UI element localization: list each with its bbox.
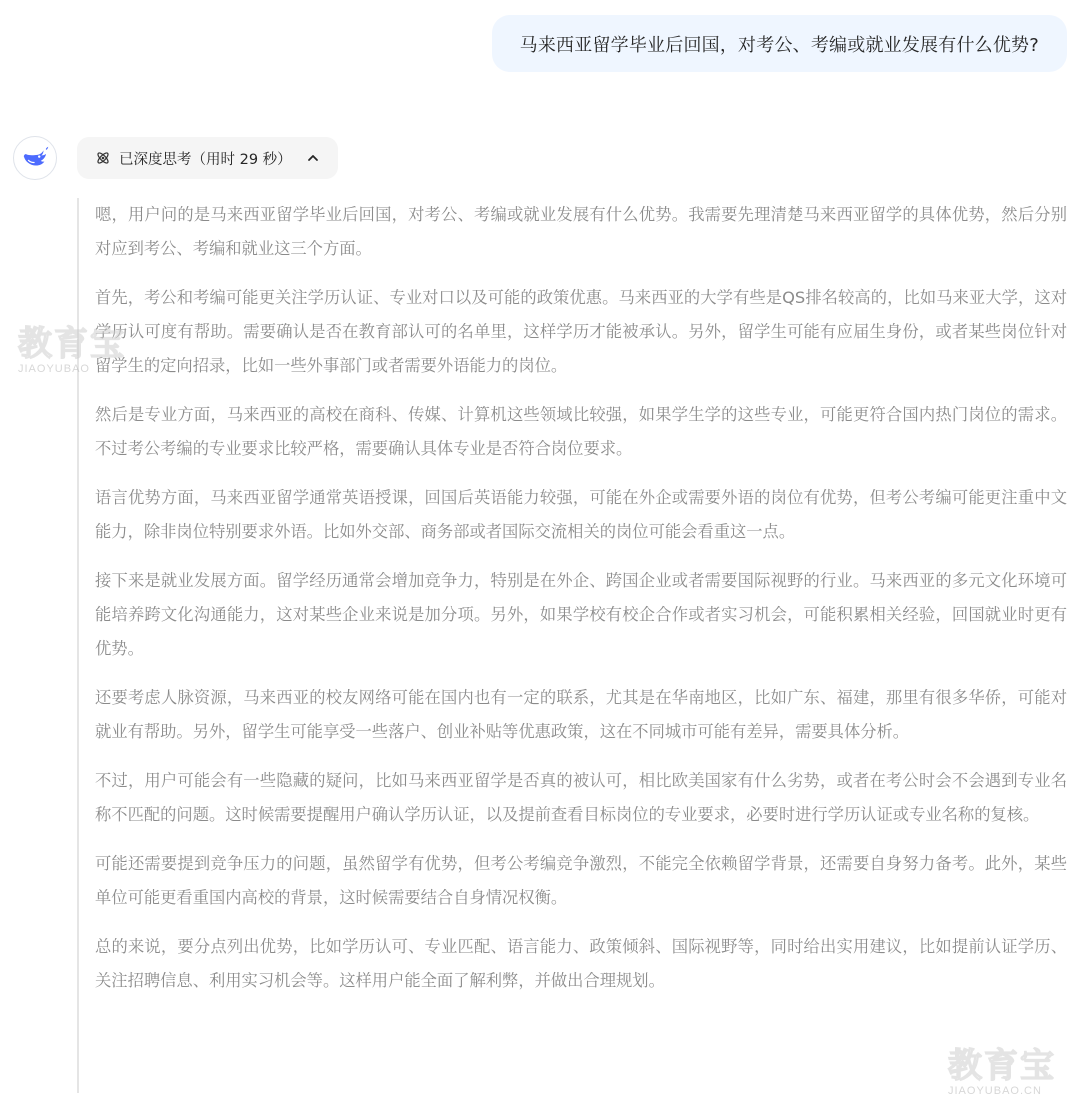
deep-thinking-toggle[interactable] bbox=[77, 137, 338, 179]
thinking-paragraph: 嗯，用户问的是马来西亚留学毕业后回国，对考公、考编或就业发展有什么优势。我需要先理清楚马来西亚留学的具体优势，然后分别对应到考公、考编和就业这三个方面。 bbox=[95, 205, 1067, 258]
chevron-up-icon[interactable] bbox=[306, 151, 320, 165]
atom-icon bbox=[95, 150, 111, 166]
thinking-paragraph: 还要考虑人脉资源，马来西亚的校友网络可能在国内也有一定的联系，尤其是在华南地区，比如广东、福建，那里有很多华侨，可能对就业有帮助。另外，留学生可能享受一些落户、创业补贴等优惠政策，这在不同城市可能有差异，需要具体分析。 bbox=[95, 688, 1067, 741]
user-message-bubble bbox=[492, 15, 1067, 72]
thinking-paragraph: 然后是专业方面，马来西亚的高校在商科、传媒、计算机这些领域比较强，如果学生学的这些专业，可能更符合国内热门岗位的需求。不过考公考编的专业要求比较严格，需要确认具体专业是否符合岗位要求。 bbox=[95, 405, 1067, 458]
whale-logo-icon bbox=[20, 143, 50, 173]
thinking-paragraph: 可能还需要提到竞争压力的问题，虽然留学有优势，但考公考编竞争激烈，不能完全依赖留学背景，还需要自身努力备考。此外，某些单位可能更看重国内高校的背景，这时候需要结合自身情况权衡。 bbox=[95, 854, 1067, 907]
thinking-paragraph: 语言优势方面，马来西亚留学通常英语授课，回国后英语能力较强，可能在外企或需要外语的岗位有优势，但考公考编可能更注重中文能力，除非岗位特别要求外语。比如外交部、商务部或者国际交流相关的岗位可能会看重这一点。 bbox=[95, 488, 1067, 541]
assistant-avatar bbox=[13, 136, 57, 180]
watermark-logo-text: 教育宝 bbox=[948, 1046, 1056, 1086]
watermark-subtext: JIAOYUBAO bbox=[18, 363, 90, 375]
watermark-logo-text: 教育宝 bbox=[18, 324, 126, 364]
thinking-paragraph: 总的来说，要分点列出优势，比如学历认可、专业匹配、语言能力、政策倾斜、国际视野等，同时给出实用建议，比如提前认证学历、关注招聘信息、利用实习机会等。这样用户能全面了解利弊，并做出合理规划。 bbox=[95, 937, 1067, 990]
thinking-paragraph: 接下来是就业发展方面。留学经历通常会增加竞争力，特别是在外企、跨国企业或者需要国际视野的行业。马来西亚的多元文化环境可能培养跨文化沟通能力，这对某些企业来说是加分项。另外，如果学校有校企合作或者实习机会，可能积累相关经验，回国就业时更有优势。 bbox=[95, 571, 1067, 658]
thinking-paragraph: 首先，考公和考编可能更关注学历认证、专业对口以及可能的政策优惠。马来西亚的大学有些是QS排名较高的，比如马来亚大学，这对学历认可度有帮助。需要确认是否在教育部认可的名单里，这样学历才能被承认。另外，留学生可能有应届生身份，或者某些岗位针对留学生的定向招录，比如一些外事部门或者需要外语能力的岗位。 bbox=[95, 288, 1067, 375]
thinking-paragraph: 不过，用户可能会有一些隐藏的疑问，比如马来西亚留学是否真的被认可，相比欧美国家有什么劣势，或者在考公时会不会遇到专业名称不匹配的问题。这时候需要提醒用户确认学历认证，以及提前查看目标岗位的专业要求，必要时进行学历认证或专业名称的复核。 bbox=[95, 771, 1067, 824]
user-message-text: 马来西亚留学毕业后回国，对考公、考编或就业发展有什么优势? bbox=[519, 34, 1039, 56]
thinking-content bbox=[77, 198, 1067, 1093]
watermark-subtext: JIAOYUBAO.CN bbox=[948, 1085, 1042, 1097]
deep-thinking-label: 已深度思考（用时 29 秒） bbox=[119, 151, 292, 168]
